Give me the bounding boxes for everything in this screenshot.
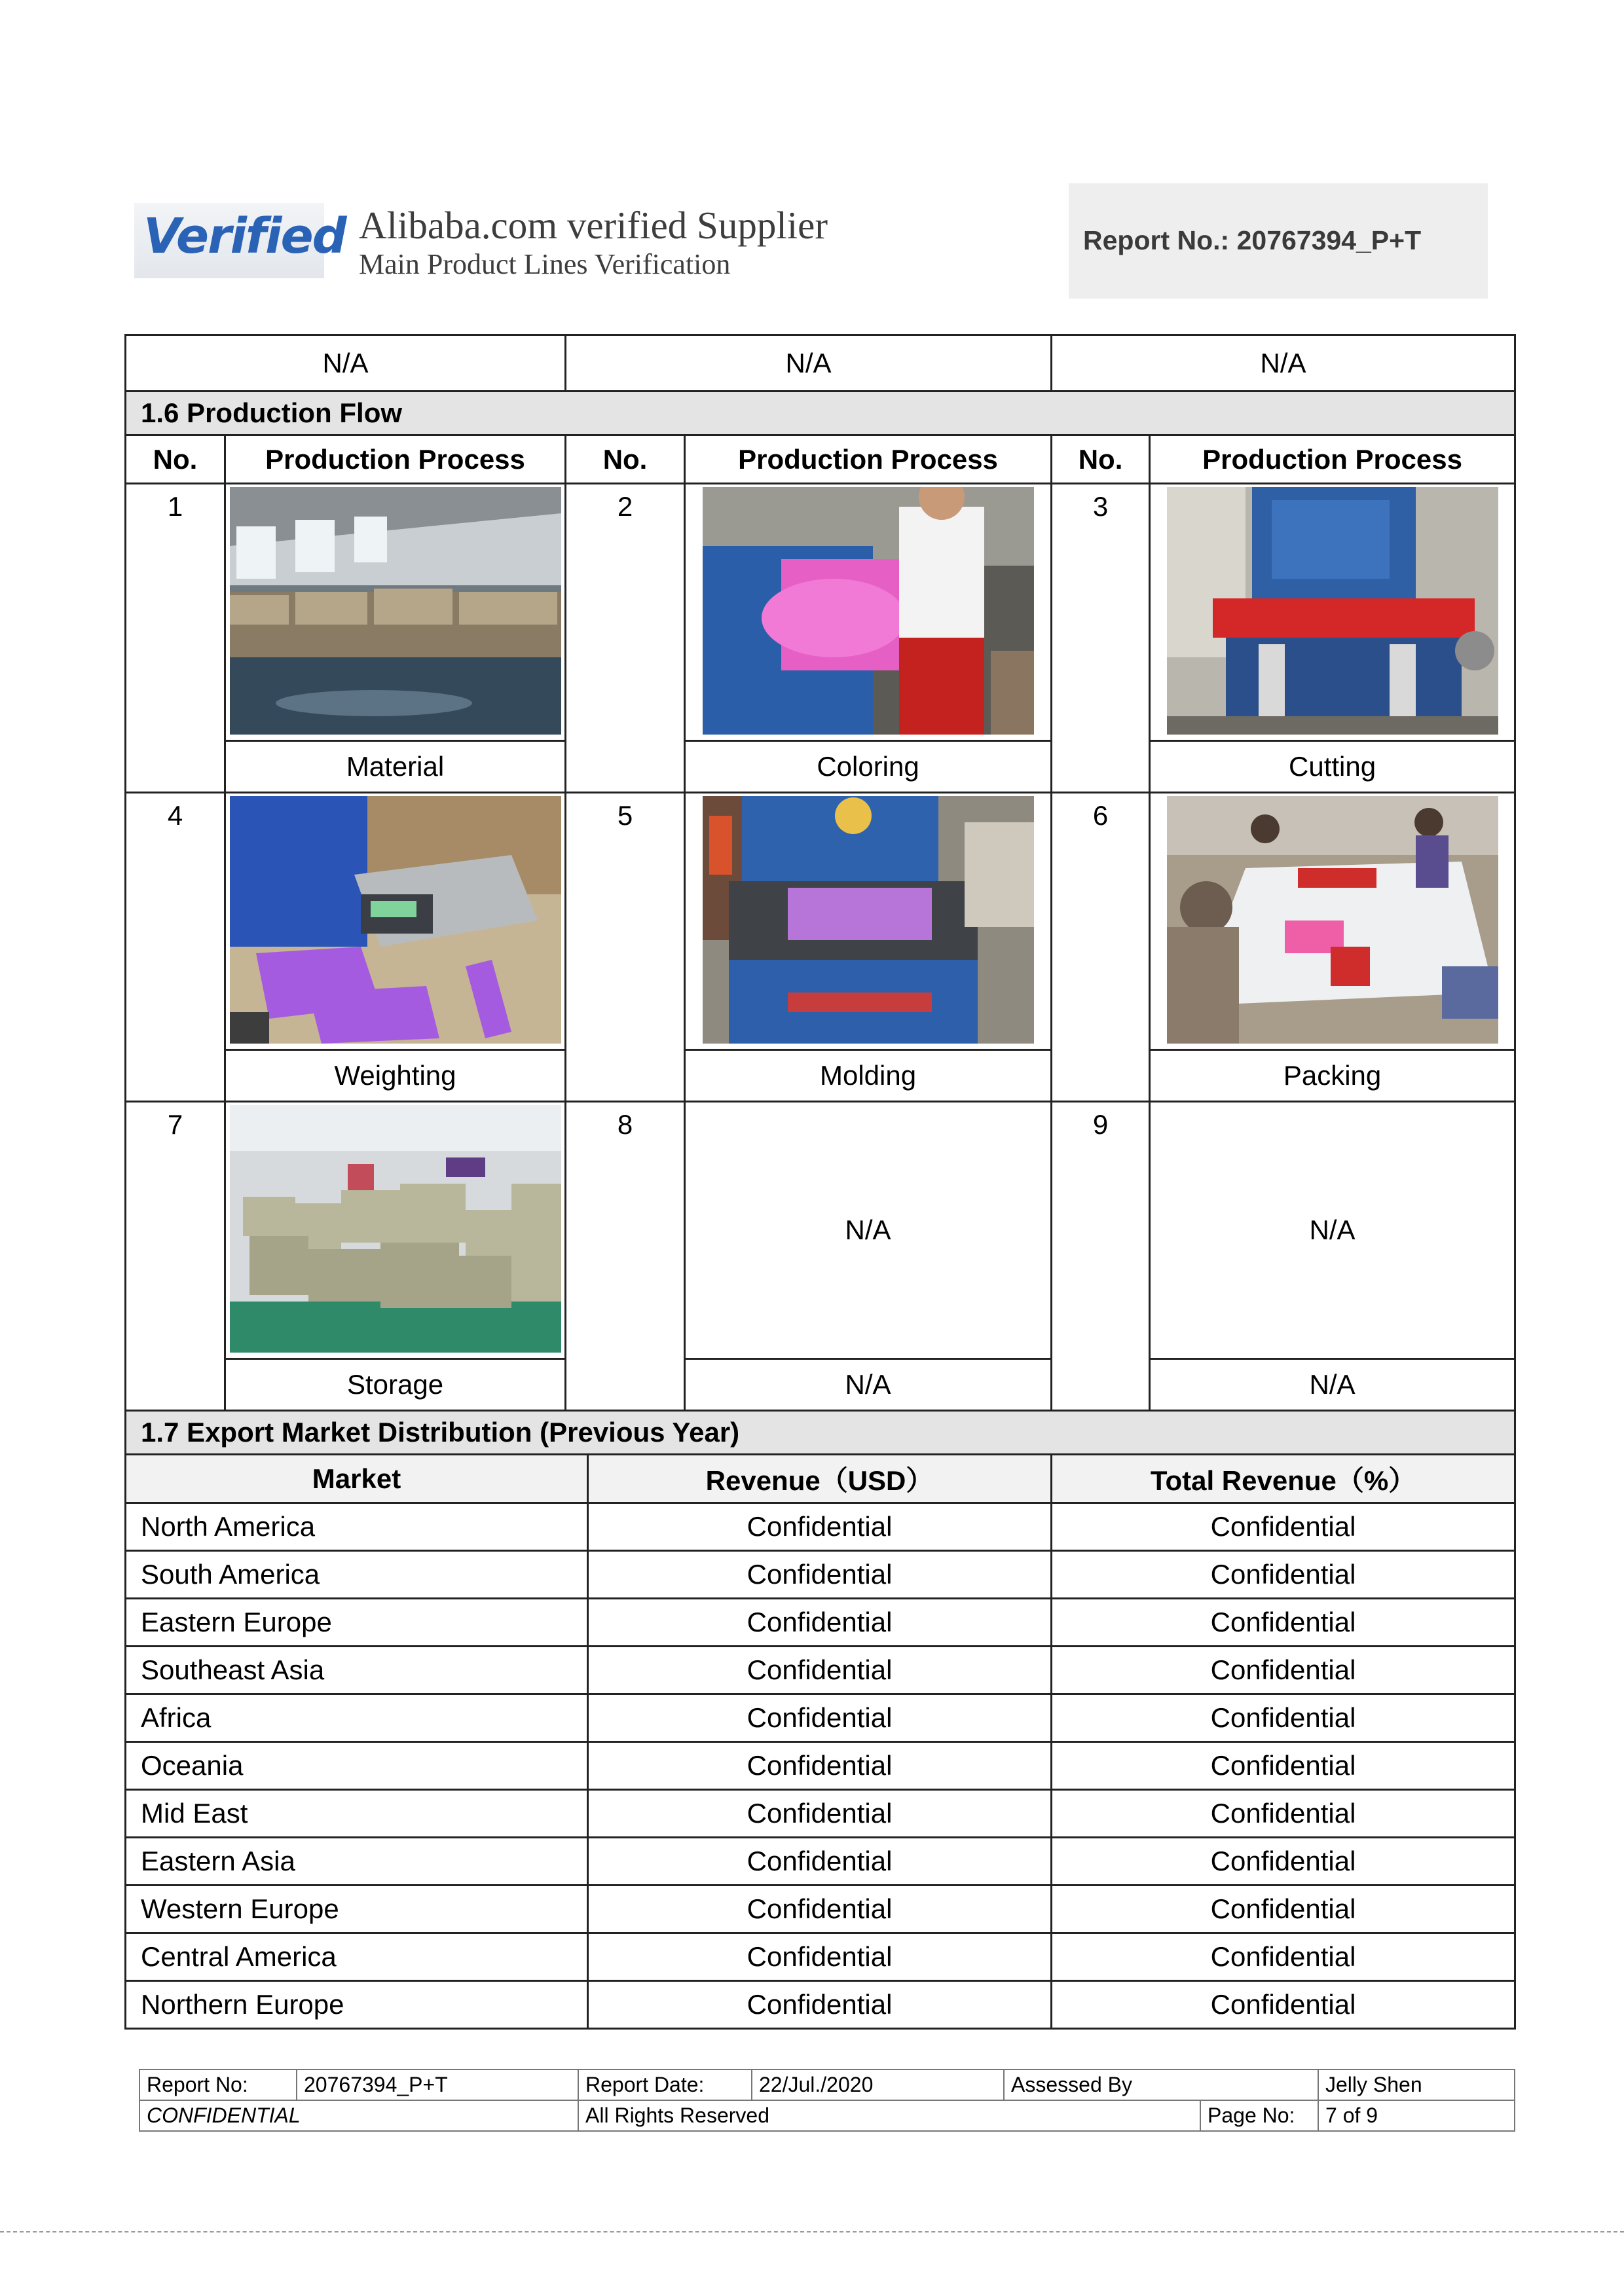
col-header-process: Production Process — [225, 435, 566, 484]
market-name: Eastern Asia — [126, 1838, 588, 1886]
market-revenue: Confidential — [588, 1503, 1052, 1551]
market-row — [126, 1981, 1515, 2029]
press-machine-photo — [1150, 484, 1515, 741]
market-row — [126, 1742, 1515, 1790]
market-total-revenue: Confidential — [1052, 1790, 1515, 1838]
warehouse-photo — [225, 484, 566, 741]
col-header-total-revenue: Total Revenue（%） — [1052, 1455, 1515, 1503]
market-total-revenue: Confidential — [1052, 1503, 1515, 1551]
market-revenue: Confidential — [588, 1886, 1052, 1933]
market-name: Africa — [126, 1694, 588, 1742]
step-number: 2 — [566, 484, 685, 793]
market-name: South America — [126, 1551, 588, 1599]
flow-image-row — [126, 793, 1515, 1050]
step-number: 5 — [566, 793, 685, 1102]
market-row — [126, 1886, 1515, 1933]
molding-photo — [685, 793, 1052, 1050]
storage-photo — [225, 1102, 566, 1359]
verified-logo — [134, 203, 346, 278]
market-name: Central America — [126, 1933, 588, 1981]
market-row — [126, 1838, 1515, 1886]
market-revenue: Confidential — [588, 1647, 1052, 1694]
footer-report-no: 20767394_P+T — [297, 2069, 578, 2100]
step-caption: N/A — [685, 1359, 1052, 1411]
market-name: Southeast Asia — [126, 1647, 588, 1694]
market-total-revenue: Confidential — [1052, 1647, 1515, 1694]
step-caption: Material — [225, 741, 566, 793]
report-number-box — [1069, 183, 1488, 299]
col-header-process: Production Process — [1150, 435, 1515, 484]
logo-text: Verified — [143, 208, 346, 264]
flow-caption-row — [126, 1050, 1515, 1102]
step-number: 9 — [1052, 1102, 1150, 1411]
market-name: Oceania — [126, 1742, 588, 1790]
market-row — [126, 1599, 1515, 1647]
flow-caption-row — [126, 741, 1515, 793]
supplier-line: Alibaba.com verified Supplier — [359, 204, 828, 247]
step-number: 7 — [126, 1102, 225, 1411]
page-divider — [0, 2231, 1624, 2232]
top-na-cell: N/A — [1052, 335, 1515, 392]
market-total-revenue: Confidential — [1052, 1838, 1515, 1886]
market-revenue: Confidential — [588, 1551, 1052, 1599]
market-name: Northern Europe — [126, 1981, 588, 2029]
scale-photo — [225, 793, 566, 1050]
report-number: Report No.: 20767394_P+T — [1083, 225, 1422, 255]
col-header-no: No. — [126, 435, 225, 484]
step-caption: Coloring — [685, 741, 1052, 793]
market-name: Mid East — [126, 1790, 588, 1838]
footer-report-date: 22/Jul./2020 — [752, 2069, 1004, 2100]
market-header-row — [126, 1455, 1515, 1503]
market-total-revenue: Confidential — [1052, 1933, 1515, 1981]
step-number: 4 — [126, 793, 225, 1102]
column-header-row — [126, 435, 1515, 484]
market-name: Western Europe — [126, 1886, 588, 1933]
flow-image-row — [126, 1102, 1515, 1359]
step-caption: Storage — [225, 1359, 566, 1411]
step-placeholder: N/A — [1150, 1102, 1515, 1359]
col-header-no: No. — [1052, 435, 1150, 484]
step-number: 1 — [126, 484, 225, 793]
step-number: 3 — [1052, 484, 1150, 793]
footer-assessed-by: Jelly Shen — [1318, 2069, 1515, 2100]
market-revenue: Confidential — [588, 1790, 1052, 1838]
footer-row — [139, 2069, 1515, 2100]
market-revenue: Confidential — [588, 1981, 1052, 2029]
market-name: Eastern Europe — [126, 1599, 588, 1647]
step-number: 8 — [566, 1102, 685, 1411]
footer-page-no-label: Page No: — [1200, 2100, 1318, 2131]
footer-assessed-by-label: Assessed By — [1004, 2069, 1318, 2100]
market-row — [126, 1933, 1515, 1981]
step-number: 6 — [1052, 793, 1150, 1102]
top-na-cell: N/A — [566, 335, 1052, 392]
top-na-row — [126, 335, 1515, 392]
footer-page-no: 7 of 9 — [1318, 2100, 1515, 2131]
step-caption: N/A — [1150, 1359, 1515, 1411]
page-header — [131, 183, 1488, 301]
footer-report-date-label: Report Date: — [578, 2069, 752, 2100]
coloring-photo — [685, 484, 1052, 741]
footer-row — [139, 2100, 1515, 2131]
section-title-production-flow: 1.6 Production Flow — [126, 392, 1515, 435]
section-title-export-market: 1.7 Export Market Distribution (Previous Year) — [126, 1411, 1515, 1455]
market-revenue: Confidential — [588, 1742, 1052, 1790]
market-table-body — [126, 1503, 1515, 2029]
market-revenue: Confidential — [588, 1599, 1052, 1647]
market-name: North America — [126, 1503, 588, 1551]
market-row — [126, 1551, 1515, 1599]
section-row — [126, 392, 1515, 435]
section-row — [126, 1411, 1515, 1455]
production-table — [124, 334, 1516, 2030]
market-row — [126, 1694, 1515, 1742]
footer-confidential: CONFIDENTIAL — [139, 2100, 578, 2131]
market-total-revenue: Confidential — [1052, 1551, 1515, 1599]
report-subtitle: Main Product Lines Verification — [359, 248, 731, 280]
step-caption: Packing — [1150, 1050, 1515, 1102]
flow-caption-row — [126, 1359, 1515, 1411]
market-total-revenue: Confidential — [1052, 1742, 1515, 1790]
market-total-revenue: Confidential — [1052, 1599, 1515, 1647]
market-revenue: Confidential — [588, 1933, 1052, 1981]
step-placeholder: N/A — [685, 1102, 1052, 1359]
market-total-revenue: Confidential — [1052, 1886, 1515, 1933]
step-caption: Cutting — [1150, 741, 1515, 793]
market-total-revenue: Confidential — [1052, 1694, 1515, 1742]
market-revenue: Confidential — [588, 1838, 1052, 1886]
step-caption: Molding — [685, 1050, 1052, 1102]
market-revenue: Confidential — [588, 1694, 1052, 1742]
market-row — [126, 1790, 1515, 1838]
market-total-revenue: Confidential — [1052, 1981, 1515, 2029]
market-row — [126, 1647, 1515, 1694]
footer-rights: All Rights Reserved — [578, 2100, 1200, 2131]
footer-report-no-label: Report No: — [139, 2069, 297, 2100]
col-header-revenue: Revenue（USD） — [588, 1455, 1052, 1503]
market-row — [126, 1503, 1515, 1551]
col-header-no: No. — [566, 435, 685, 484]
packing-photo — [1150, 793, 1515, 1050]
top-na-cell: N/A — [126, 335, 566, 392]
col-header-process: Production Process — [685, 435, 1052, 484]
col-header-market: Market — [126, 1455, 588, 1503]
step-caption: Weighting — [225, 1050, 566, 1102]
page-footer — [139, 2069, 1515, 2132]
flow-image-row — [126, 484, 1515, 741]
